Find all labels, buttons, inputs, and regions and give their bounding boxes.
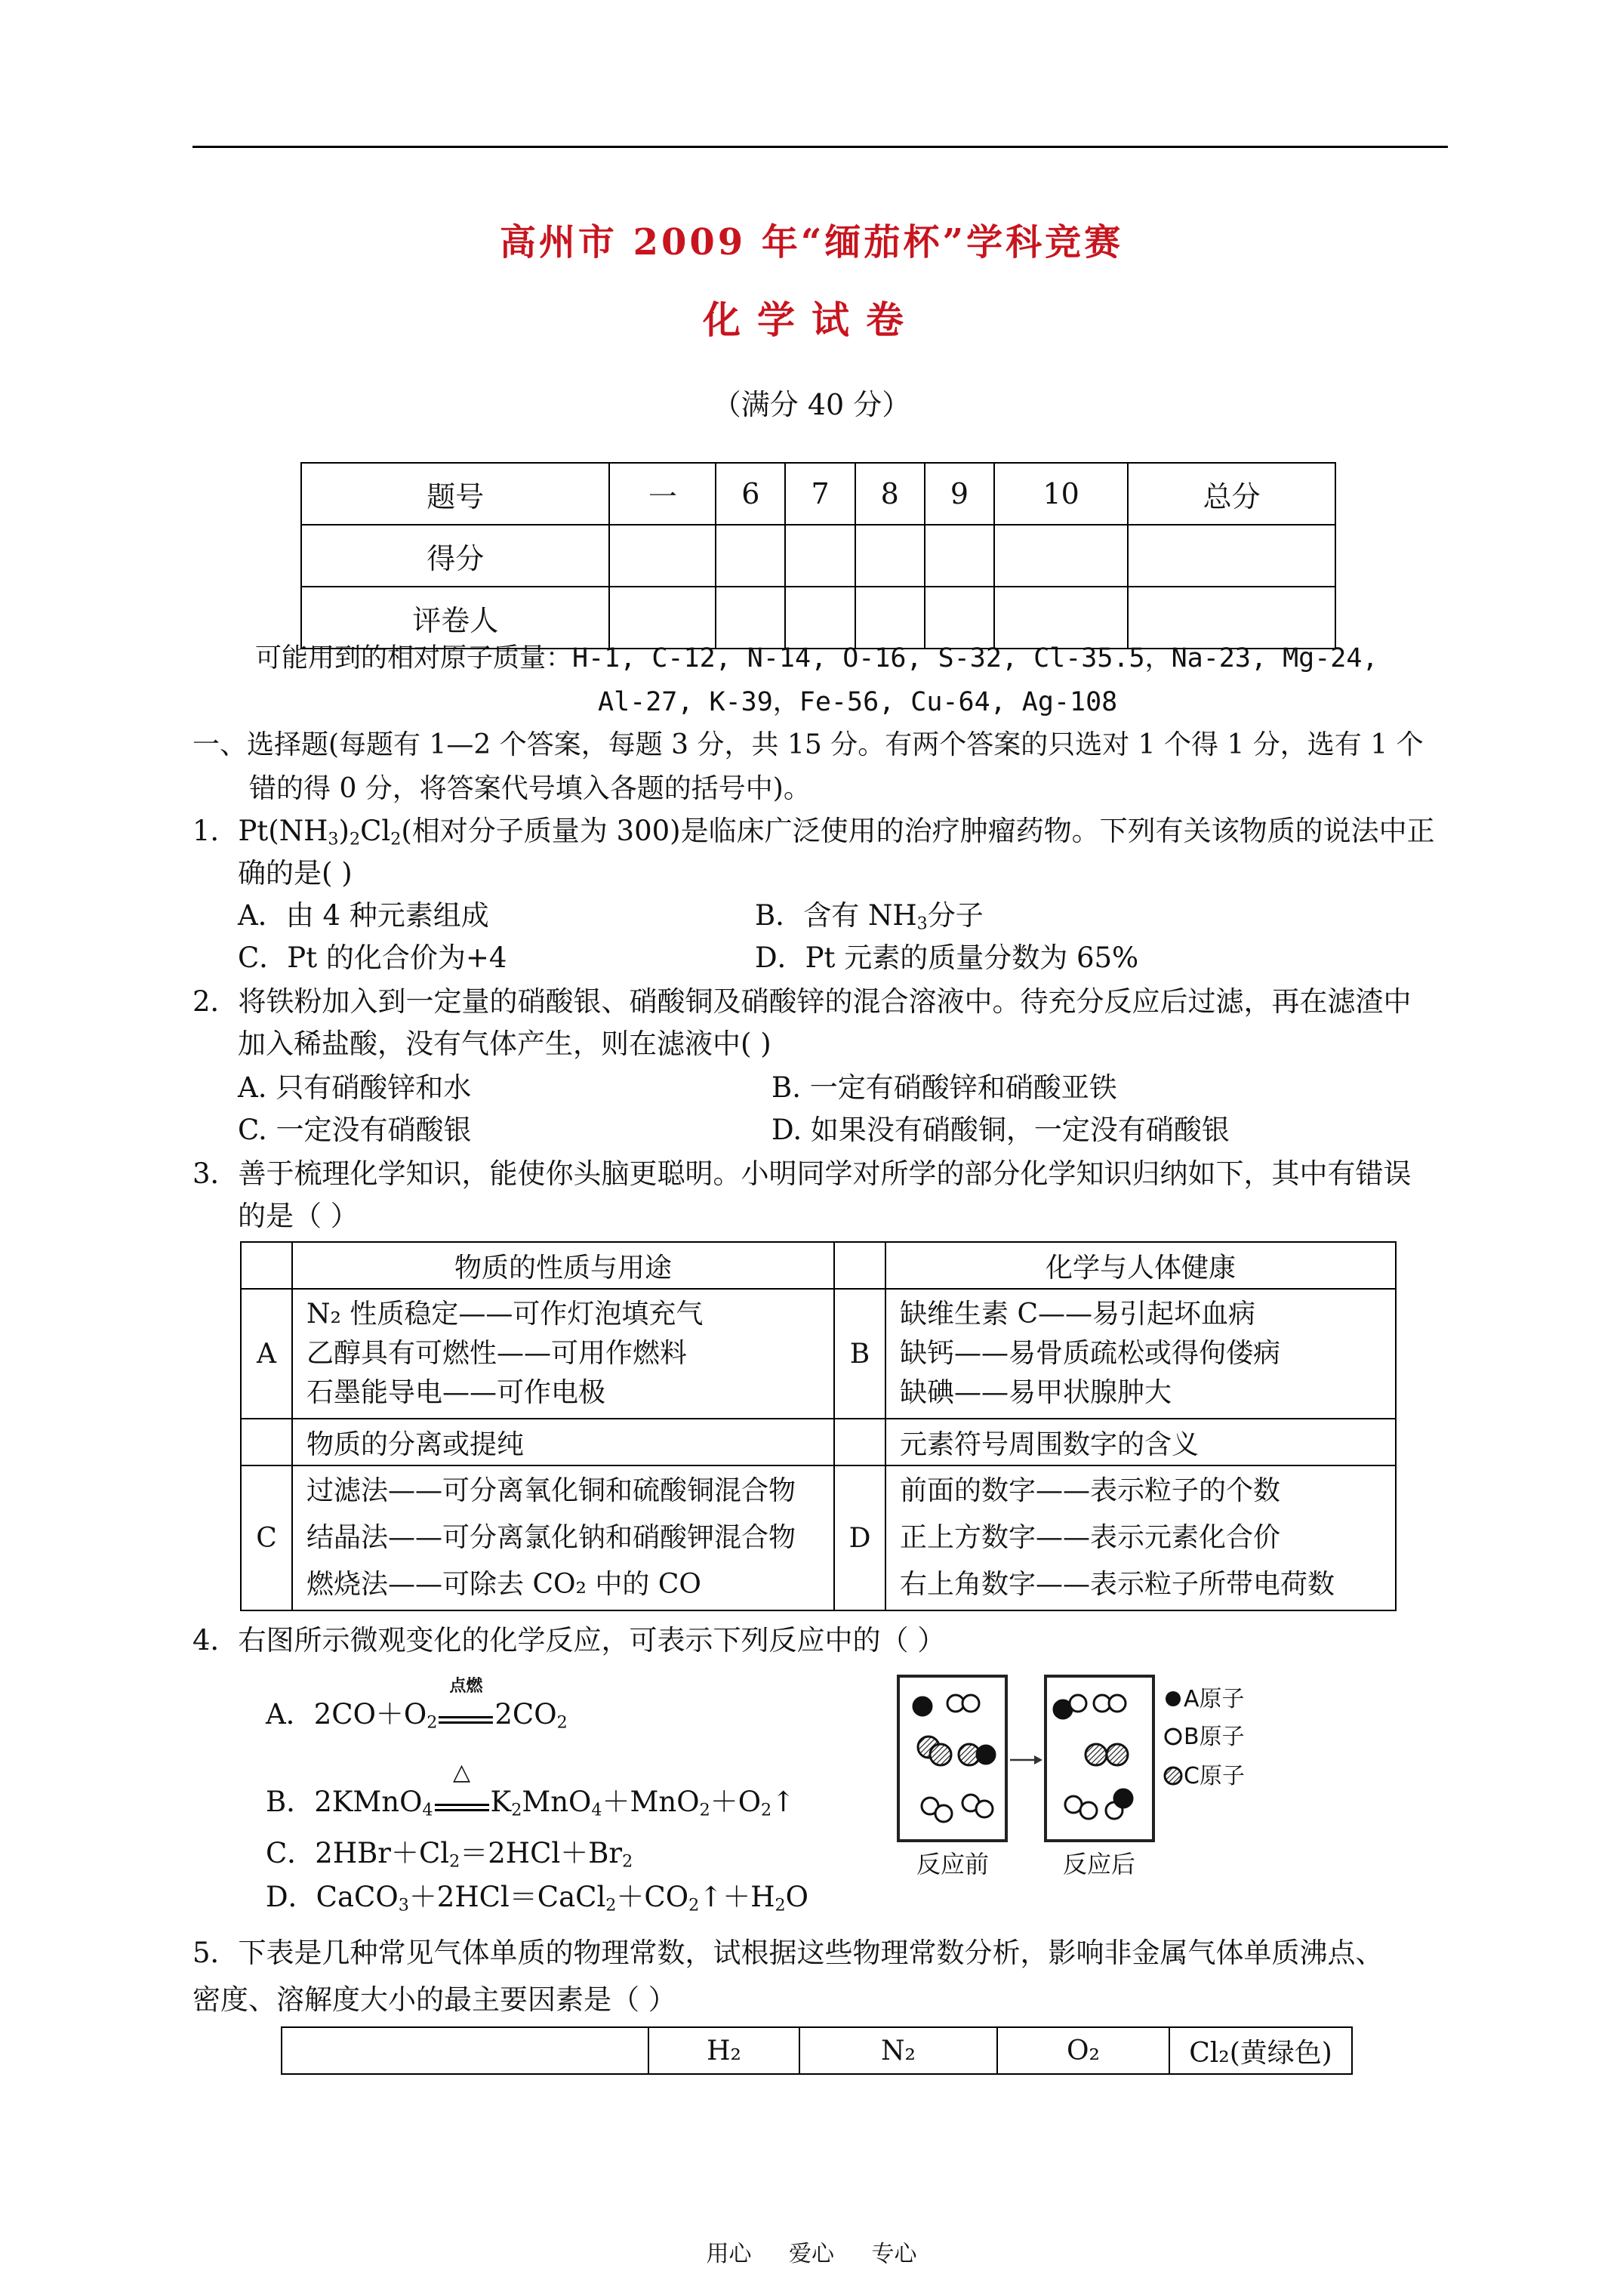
q3-head-right: 化学与人体健康 xyxy=(885,1242,1396,1289)
label-before: 反应前 xyxy=(916,1850,990,1878)
grader-cell xyxy=(925,587,994,649)
score-cell xyxy=(716,525,785,587)
q3-corner-cell xyxy=(834,1419,885,1465)
q5-header-cell xyxy=(282,2027,648,2074)
q3-head-left: 物质的性质与用途 xyxy=(292,1242,834,1289)
reaction-diagram xyxy=(897,1675,1283,1878)
q2-option-c: C. 一定没有硝酸银 xyxy=(238,1114,472,1146)
diagram-legend xyxy=(1165,1686,1245,1789)
atomic-masses-line2: Al-27, K-39，Fe-56, Cu-64, Ag-108 xyxy=(598,687,1118,717)
q1-stem-cont: 确的是( ) xyxy=(238,857,353,889)
grader-row-label: 评卷人 xyxy=(301,587,609,649)
full-mark: （满分 40 分） xyxy=(712,388,911,421)
score-cell xyxy=(855,525,925,587)
q3-label-c: C xyxy=(241,1465,292,1610)
header-rule xyxy=(192,146,1448,148)
exam-title: 高州市 2009 年“缅茄杯”学科竞赛 xyxy=(499,221,1124,264)
score-header-cell: 一 xyxy=(609,463,716,525)
q4-option-b: B．2KMnO$_4$ △ $K_2MnO_4+MnO_2+O_2↑$ xyxy=(266,1759,796,1820)
score-cell xyxy=(994,525,1128,587)
q4-option-d: D．$CaCO_3+2HCl=CaCl_2+CO_2↑+H_2O$ xyxy=(266,1881,808,1915)
q3-subhead-right: 元素符号周围数字的含义 xyxy=(885,1419,1396,1465)
q5-stem: 5．下表是几种常见气体单质的物理常数，试根据这些物理常数分析，影响非金属气体单质沸点、 xyxy=(192,1937,1384,1969)
q3-stem-cont: 的是（ ） xyxy=(238,1200,359,1232)
b-atom-icon xyxy=(1166,1729,1181,1744)
page-footer xyxy=(0,2235,1623,2268)
q3-a-line: N₂ 性质稳定——可作灯泡填充气 xyxy=(306,1299,704,1330)
grader-cell xyxy=(855,587,925,649)
q5-header-cell: N₂ xyxy=(799,2027,997,2074)
q3-table-head xyxy=(241,1242,1396,1289)
q3-c-line: 结晶法——可分离氯化钠和硝酸钾混合物 xyxy=(306,1522,796,1553)
reaction-condition-arrow: △ xyxy=(435,1790,489,1811)
q2-option-d: D. 如果没有硝酸铜，一定没有硝酸银 xyxy=(771,1114,1230,1146)
legend-a: A原子 xyxy=(1184,1686,1245,1712)
q3-label-d: D xyxy=(834,1465,885,1610)
q3-row-ab xyxy=(241,1289,1396,1419)
score-header-cell: 8 xyxy=(855,463,925,525)
q5-table-header xyxy=(282,2027,1352,2074)
grader-cell xyxy=(785,587,855,649)
q3-a-line: 石墨能导电——可作电极 xyxy=(306,1377,606,1408)
q3-label-b: B xyxy=(834,1289,885,1419)
score-table xyxy=(300,462,1336,649)
q3-c-line: 过滤法——可分离氧化铜和硫酸铜混合物 xyxy=(306,1475,796,1506)
q3-corner-cell xyxy=(834,1242,885,1289)
a-atom-icon xyxy=(1166,1691,1181,1706)
score-row-label: 得分 xyxy=(301,525,609,587)
q1-stem: 1．$Pt(NH_3)_2Cl_2$(相对分子质量为 300)是临床广泛使用的治疗肿瘤药物。下列有关该物质的说法中正 xyxy=(192,815,1435,849)
grader-cell xyxy=(609,587,716,649)
grader-cell xyxy=(994,587,1128,649)
score-cell xyxy=(785,525,855,587)
q3-b-line: 缺维生素 C——易引起坏血病 xyxy=(900,1299,1255,1330)
q3-cell-c xyxy=(292,1465,834,1610)
score-header-cell: 10 xyxy=(994,463,1128,525)
q3-row-cd xyxy=(241,1465,1396,1610)
q3-knowledge-table xyxy=(240,1241,1397,1611)
q5-header-cell: O₂ xyxy=(997,2027,1169,2074)
q3-d-line: 前面的数字——表示粒子的个数 xyxy=(900,1475,1281,1506)
q4-stem: 4．右图所示微观变化的化学反应，可表示下列反应中的（ ） xyxy=(192,1624,946,1657)
exam-subject: 化学试卷 xyxy=(703,297,920,342)
q3-stem: 3．善于梳理化学知识，能使你头脑更聪明。小明同学对所学的部分化学知识归纳如下，其中有错误 xyxy=(192,1157,1412,1190)
score-header-cell: 题号 xyxy=(301,463,609,525)
q2-option-b: B. 一定有硝酸锌和硝酸亚铁 xyxy=(771,1071,1117,1104)
grader-cell xyxy=(716,587,785,649)
score-row xyxy=(301,525,1335,587)
label-after: 反应后 xyxy=(1062,1850,1136,1878)
footer-text: 用心 xyxy=(706,2241,752,2267)
score-cell xyxy=(1128,525,1335,587)
q3-b-line: 缺碘——易甲状腺肿大 xyxy=(900,1377,1172,1408)
q2-stem: 2．将铁粉加入到一定量的硝酸银、硝酸铜及硝酸锌的混合溶液中。待充分反应后过滤，再在滤渣中 xyxy=(192,985,1412,1018)
q5-header-cell: Cl₂(黄绿色) xyxy=(1169,2027,1352,2074)
footer-text: 爱心 xyxy=(789,2241,834,2267)
q3-cell-a xyxy=(292,1289,834,1419)
legend-c: C原子 xyxy=(1184,1763,1245,1789)
q5-header-cell: H₂ xyxy=(648,2027,799,2074)
q3-corner-cell xyxy=(241,1242,292,1289)
reaction-condition-arrow: 点燃 xyxy=(439,1703,493,1724)
score-header-cell: 总分 xyxy=(1128,463,1335,525)
score-table-header xyxy=(301,463,1335,525)
q3-a-line: 乙醇具有可燃性——可用作燃料 xyxy=(306,1338,688,1369)
score-header-cell: 6 xyxy=(716,463,785,525)
score-cell xyxy=(925,525,994,587)
q5-gas-table xyxy=(281,2026,1353,2075)
q3-d-line: 右上角数字——表示粒子所带电荷数 xyxy=(900,1569,1335,1600)
q1-option-b: B．含有 $NH_3$分子 xyxy=(755,899,984,934)
q3-d-line: 正上方数字——表示元素化合价 xyxy=(900,1522,1281,1553)
score-header-cell: 9 xyxy=(925,463,994,525)
c-atom-icon xyxy=(1165,1767,1181,1784)
q3-b-line: 缺钙——易骨质疏松或得佝偻病 xyxy=(900,1338,1281,1369)
q4-option-c: C．$2HBr+Cl_2=2HCl+Br_2$ xyxy=(266,1837,633,1872)
q3-cell-d xyxy=(885,1465,1396,1610)
q3-cell-b xyxy=(885,1289,1396,1419)
q4-option-a: A．$2CO+O_2$ 点燃 $2CO_2$ xyxy=(266,1677,568,1733)
q2-stem-cont: 加入稀盐酸，没有气体产生，则在滤液中( ) xyxy=(238,1028,771,1060)
score-cell xyxy=(609,525,716,587)
atomic-masses-line1: 可能用到的相对原子质量：H-1, C-12, N-14, O-16, S-32, Cl-35.5，Na-23, Mg-24, xyxy=(255,643,1378,673)
grader-cell xyxy=(1128,587,1335,649)
q2-option-a: A. 只有硝酸锌和水 xyxy=(238,1071,472,1104)
legend-b: B原子 xyxy=(1184,1724,1245,1750)
q5-stem-cont: 密度、溶解度大小的最主要因素是（ ） xyxy=(192,1983,676,2016)
q3-table-subhead xyxy=(241,1419,1396,1465)
section1-heading: 一、选择题(每题有 1—2 个答案，每题 3 分，共 15 分。有两个答案的只选对 1 个得 1 分，选有 1 个 xyxy=(192,729,1424,760)
q3-corner-cell xyxy=(241,1419,292,1465)
q1-option-c: C．Pt 的化合价为+4 xyxy=(238,942,507,974)
footer-text: 专心 xyxy=(871,2241,917,2267)
q3-c-line: 燃烧法——可除去 CO₂ 中的 CO xyxy=(306,1569,701,1600)
grader-row xyxy=(301,587,1335,649)
q1-option-a: A．由 4 种元素组成 xyxy=(238,899,489,932)
section1-heading-cont: 错的得 0 分，将答案代号填入各题的括号中)。 xyxy=(249,773,811,804)
q3-subhead-left: 物质的分离或提纯 xyxy=(292,1419,834,1465)
q3-label-a: A xyxy=(241,1289,292,1419)
q1-option-d: D．Pt 元素的质量分数为 65% xyxy=(755,942,1139,974)
score-header-cell: 7 xyxy=(785,463,855,525)
